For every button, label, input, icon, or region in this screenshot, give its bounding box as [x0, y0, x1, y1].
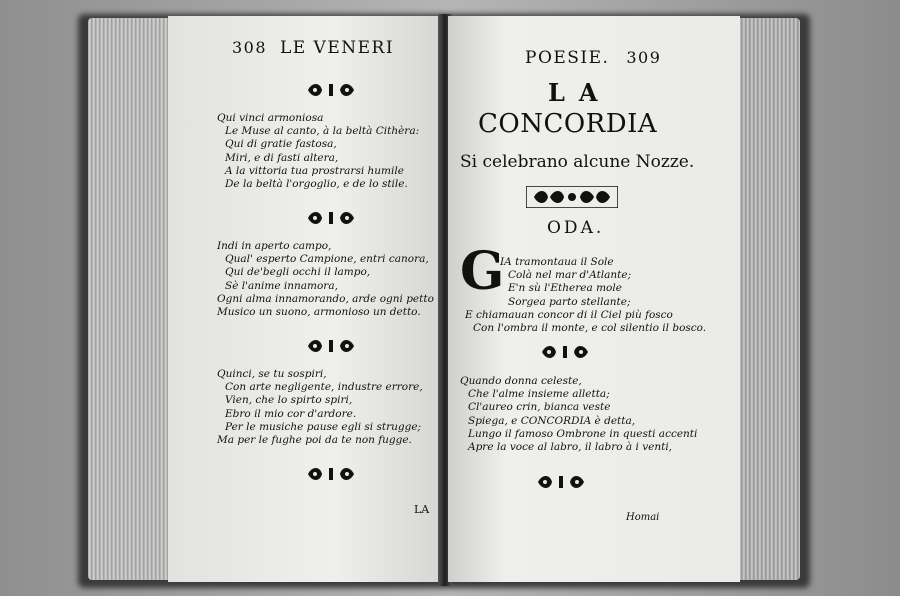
verse-line: Miri, e di fasti altera, — [225, 151, 339, 164]
right-stanza-1 — [500, 256, 631, 309]
right-stanza-1-cont — [465, 309, 706, 335]
verse-line: Con l'ombra il monte, e col silentio il bosco. — [473, 322, 707, 335]
title-concordia: CONCORDIA — [478, 109, 658, 139]
subtitle: Si celebrano alcune Nozze. — [460, 152, 695, 172]
drop-cap: G — [460, 241, 505, 302]
fleuron-ornament — [306, 336, 356, 356]
verse-line: Sorgea parto stellante; — [508, 295, 631, 308]
verse-line: Quinci, se tu sospiri, — [217, 368, 327, 380]
verse-line: Ma per le fughe poi da te non fugge. — [217, 434, 412, 447]
verse-line: Cl'aureo crin, bianca veste — [468, 401, 611, 414]
verse-line: Ogni alma innamorando, arde ogni petto — [217, 292, 434, 305]
verse-line: De la beltà l'orgoglio, e de lo stile. — [225, 178, 408, 191]
verse-line: Qual' esperto Campione, entri canora, — [225, 253, 429, 266]
verse-line: Indi in aperto campo, — [217, 240, 332, 252]
verse-line: Musico un suono, armonioso un detto. — [217, 306, 421, 319]
wide-ornament-band — [526, 186, 618, 208]
left-stanza-2 — [217, 240, 434, 319]
oda-heading: ODA. — [547, 218, 605, 238]
verse-line: Vien, che lo spirto spiri, — [225, 394, 353, 407]
fleuron-ornament — [306, 208, 356, 228]
right-catchword: Homai — [626, 512, 660, 523]
verse-line: Le Muse al canto, à la beltà Cithèra: — [225, 125, 420, 138]
left-stanza-3 — [217, 368, 423, 447]
verse-line: Qui vinci armoniosa — [217, 112, 324, 124]
verse-line: Apre la voce al labro, il labro à i venti, — [468, 441, 673, 454]
left-stanza-1 — [217, 112, 419, 191]
fleuron-ornament — [540, 342, 590, 362]
fleuron-ornament — [306, 464, 356, 484]
fleuron-ornament — [536, 472, 586, 492]
verse-line: Con arte negligente, industre errore, — [225, 381, 423, 394]
left-running-head: LE VENERI — [279, 38, 395, 58]
left-header — [232, 38, 394, 58]
left-page-number: 308 — [232, 38, 268, 57]
left-page-edges — [88, 18, 170, 580]
verse-line: A la vittoria tua prostrarsi humile — [225, 164, 404, 177]
left-catchword: LA — [414, 503, 430, 516]
right-running-head: POESIE. — [525, 48, 610, 68]
verse-line: Qui di gratie fastosa, — [225, 138, 337, 151]
fleuron-ornament — [306, 80, 356, 100]
verse-line: Per le musiche pause egli si strugge; — [225, 420, 422, 433]
verse-line: Quando donna celeste, — [460, 375, 582, 387]
verse-line: E'n sù l'Etherea mole — [508, 282, 622, 295]
verse-line: Lungo il famoso Ombrone in questi accenti — [468, 427, 698, 440]
right-header — [525, 48, 661, 68]
verse-line: Spiega, e CONCORDIA è detta, — [468, 414, 636, 427]
verse-line: Che l'alme insieme alletta; — [468, 388, 610, 401]
right-page-number: 309 — [626, 48, 662, 67]
verse-line: Colà nel mar d'Atlante; — [508, 269, 632, 282]
title-la: LA — [548, 78, 612, 107]
verse-line: Ebro il mio cor d'ardore. — [225, 407, 357, 420]
verse-line: IA tramontaua il Sole — [500, 256, 614, 268]
verse-line: E chiamauan concor di il Ciel più fosco — [465, 309, 673, 321]
verse-line: Qui de'begli occhi il lampo, — [225, 266, 371, 279]
right-page-edges — [738, 18, 800, 580]
verse-line: Sè l'anime innamora, — [225, 279, 338, 292]
right-stanza-2 — [460, 375, 697, 454]
